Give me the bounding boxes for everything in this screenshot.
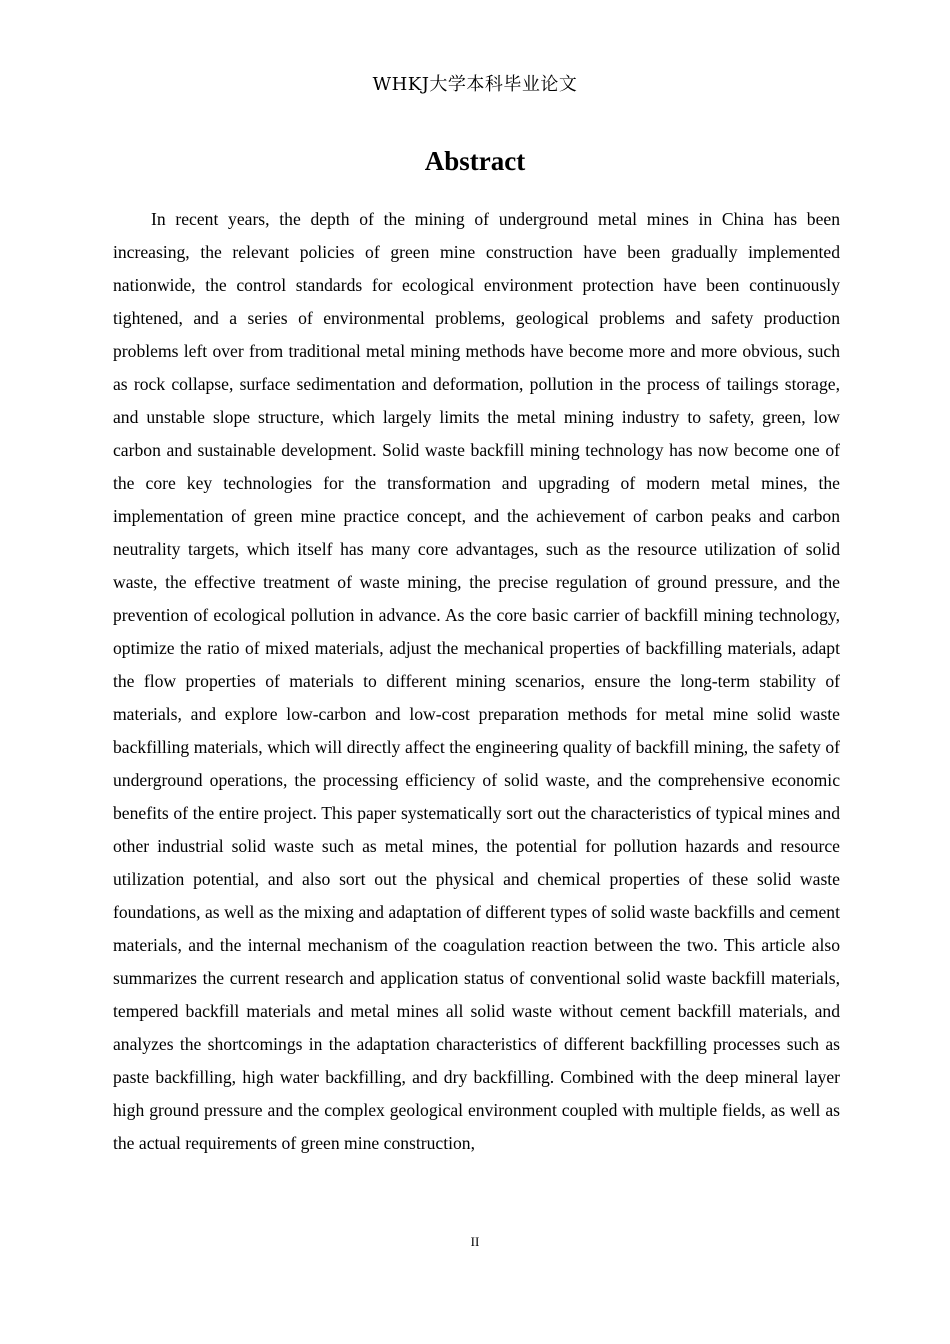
abstract-body: In recent years, the depth of the mining of underground metal mines in China has been increasing, the relevant policies of green mine construction have been gradually implemented nationwide, the control standards for ecological environment protection have been continuously tightened, and a series of environmental problems, geological problems and safety production problems left over from traditional metal mining methods have become more and more obvious, such as rock collapse, surface sedimentation and deformation, pollution in the process of tailings storage, and unstable slope structure, which largely limits the metal mining industry to safety, green, low carbon and sustainable development. Solid waste backfill mining technology has now become one of the core key technologies for the transformation and upgrading of modern metal mines, the implementation of green mine practice concept, and the achievement of carbon peaks and carbon neutrality targets, which itself has many core advantages, such as the resource utilization of solid waste, the effective treatment of waste mining, the precise regulation of ground pressure, and the prevention of ecological pollution in advance. As the core basic carrier of backfill mining technology, optimize the ratio of mixed materials, adjust the mechanical properties of backfilling materials, adapt the flow properties of materials to different mining scenarios, ensure the long-term stability of materials, and explore low-carbon and low-cost preparation methods for metal mine solid waste backfilling materials, which will directly affect the engineering quality of backfill mining, the safety of underground operations, the processing efficiency of solid waste, and the comprehensive economic benefits of the entire project. This paper systematically sort out the characteristics of typical mines and other industrial solid waste such as metal mines, the potential for pollution hazards and resource utilization potential, and also sort out the physical and chemical properties of these solid waste foundations, as well as the mixing and adaptation of different types of solid waste backfills and cement materials, and the internal mechanism of the coagulation reaction between the two. This article also summarizes the current research and application status of conventional solid waste backfill materials, tempered backfill materials and metal mines all solid waste without cement backfill materials, and analyzes the shortcomings in the adaptation characteristics of different backfilling processes such as paste backfilling, high water backfilling, and dry backfilling. Combined with the deep mineral layer high ground pressure and the complex geological environment coupled with multiple fields, as well as the actual requirements of green mine construction,: [113, 209, 840, 1153]
page-number: II: [470, 1234, 480, 1249]
abstract-title: Abstract: [424, 146, 526, 176]
running-header: WHKJ大学本科毕业论文: [372, 74, 578, 95]
